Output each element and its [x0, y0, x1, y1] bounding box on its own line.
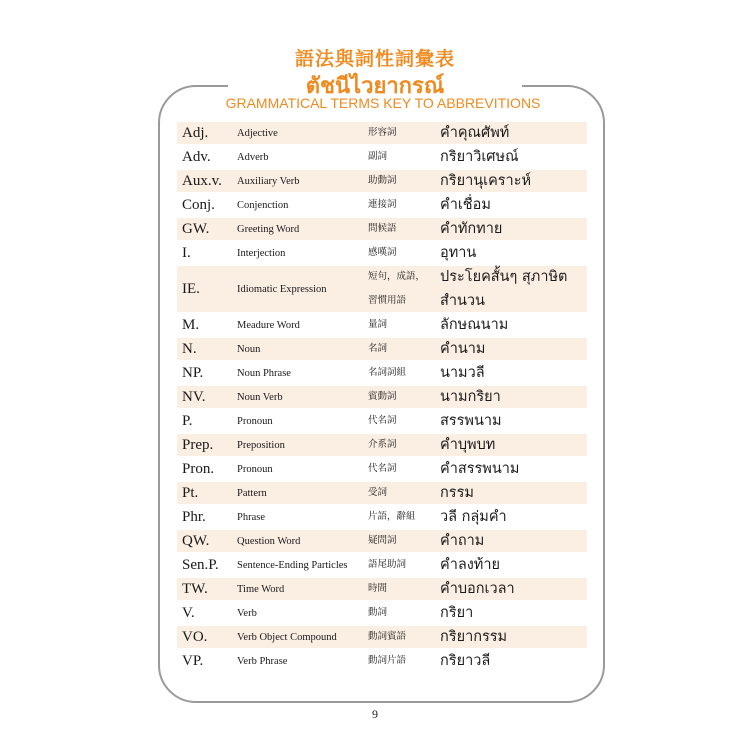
abbreviation-cell: NP.: [182, 364, 204, 381]
abbreviation-cell: Adv.: [182, 148, 211, 165]
abbreviation-cell: I.: [182, 244, 191, 261]
english-term-cell: Question Word: [237, 535, 301, 547]
chinese-term-cell: 賓動詞: [368, 391, 397, 402]
table-row: [177, 314, 587, 336]
thai-term-cell: คำถาม: [440, 533, 485, 549]
chinese-term-cell: 時間: [368, 583, 388, 594]
chinese-term-cell: 問候語: [368, 223, 397, 234]
thai-term-cell: คำทักทาย: [440, 221, 503, 237]
table-row: [177, 170, 587, 192]
abbreviation-cell: Prep.: [182, 436, 214, 453]
table-row: [177, 218, 587, 240]
chinese-term-cell: 代名詞: [368, 463, 397, 474]
thai-term-cell: กรรม: [440, 485, 474, 501]
chinese-term-cell: 動詞賓語: [368, 631, 407, 642]
english-term-cell: Preposition: [237, 439, 285, 451]
chinese-term-cell: 語尾助詞: [368, 559, 407, 570]
thai-term-cell: คำบุพบท: [440, 437, 496, 453]
abbreviation-cell: IE.: [182, 280, 200, 297]
english-term-cell: Time Word: [237, 583, 285, 595]
english-term-cell: Noun Verb: [237, 391, 283, 403]
english-term-cell: Pronoun: [237, 463, 273, 475]
table-row: [177, 410, 587, 432]
chinese-term-cell: 介系詞: [368, 439, 397, 450]
english-term-cell: Conjenction: [237, 199, 289, 211]
thai-term-cell: ลักษณนาม: [440, 317, 509, 333]
abbreviation-cell: NV.: [182, 388, 206, 405]
thai-term-cell: สรรพนาม: [440, 413, 502, 429]
abbreviation-cell: Pron.: [182, 460, 215, 477]
table-row: [177, 554, 587, 576]
abbreviation-cell: Pt.: [182, 484, 199, 501]
thai-term-cell: วลี กลุ่มคำ: [440, 509, 507, 525]
page-number: 9: [372, 707, 378, 721]
abbreviation-cell: Phr.: [182, 508, 206, 525]
abbreviation-cell: Adj.: [182, 124, 209, 141]
table-row: [177, 146, 587, 168]
table-row: [177, 506, 587, 528]
chinese-term-cell: 動詞片語: [368, 655, 407, 666]
chinese-term-cell: 助動詞: [368, 175, 397, 186]
english-term-cell: Phrase: [237, 511, 265, 523]
english-term-cell: Noun Phrase: [237, 367, 291, 379]
thai-term-cell: นามวลี: [440, 365, 485, 381]
chinese-term-cell: 名詞: [368, 343, 388, 354]
english-term-cell: Pronoun: [237, 415, 273, 427]
abbreviation-cell: Sen.P.: [182, 556, 219, 573]
abbreviation-cell: VP.: [182, 652, 204, 669]
abbreviation-cell: Aux.v.: [182, 172, 222, 189]
english-term-cell: Verb Object Compound: [237, 631, 337, 643]
chinese-term-cell: 受詞: [368, 487, 388, 498]
chinese-term-cell: 量詞: [368, 319, 388, 330]
table-row: [177, 386, 587, 408]
table-row: [177, 434, 587, 456]
english-term-cell: Greeting Word: [237, 223, 300, 235]
thai-term-cell: กริยา: [440, 605, 474, 621]
table-row: [177, 242, 587, 264]
chinese-term-cell: 連接詞: [368, 199, 397, 210]
table-row: [177, 362, 587, 384]
english-term-cell: Noun: [237, 343, 261, 355]
english-term-cell: Auxiliary Verb: [237, 175, 300, 187]
abbreviation-cell: V.: [182, 604, 195, 621]
thai-term-cell: คำสรรพนาม: [440, 461, 520, 477]
title-chinese: 語法與詞性詞彙表: [294, 48, 455, 70]
table-row: [177, 530, 587, 552]
chinese-term-cell: 代名詞: [368, 415, 397, 426]
thai-term-cell: กริยากรรม: [440, 629, 508, 645]
abbreviation-cell: Conj.: [182, 196, 215, 213]
table-row: [177, 338, 587, 360]
table-row: [177, 578, 587, 600]
english-term-cell: Pattern: [237, 487, 267, 499]
english-term-cell: Sentence-Ending Particles: [237, 559, 348, 571]
english-term-cell: Meadure Word: [237, 319, 300, 331]
thai-term-cell: คำบอกเวลา: [440, 581, 515, 597]
thai-term-cell: คำคุณศัพท์: [440, 125, 510, 141]
abbreviation-cell: QW.: [182, 532, 210, 549]
thai-term-cell: กริยาวิเศษณ์: [440, 149, 519, 165]
table-row: [177, 122, 587, 144]
table-row: [177, 626, 587, 648]
english-term-cell: Verb: [237, 607, 257, 619]
table-row: [177, 194, 587, 216]
english-term-cell: Adverb: [237, 151, 269, 163]
abbreviation-cell: VO.: [182, 628, 208, 645]
english-term-cell: Idiomatic Expression: [237, 283, 327, 295]
table-row: [177, 266, 587, 312]
abbreviations-table: [177, 122, 587, 674]
chinese-term-cell: 名詞詞組: [368, 367, 407, 378]
thai-term-cell: ประโยคสั้นๆ สุภาษิต สำนวน: [440, 269, 568, 309]
table-row: [177, 602, 587, 624]
thai-term-cell: คำนาม: [440, 341, 486, 357]
chinese-term-cell: 形容詞: [368, 127, 397, 138]
chinese-term-cell: 副詞: [368, 151, 388, 162]
thai-term-cell: กริยาวลี: [440, 653, 491, 669]
abbreviation-cell: M.: [182, 316, 200, 333]
chinese-term-cell: 短句，成語， 習慣用語: [368, 271, 426, 306]
chinese-term-cell: 動詞: [368, 607, 388, 618]
title-thai: ตัชนีไวยากรณ์: [305, 74, 445, 99]
abbreviation-cell: N.: [182, 340, 197, 357]
thai-term-cell: อุทาน: [440, 245, 477, 261]
title-english: GRAMMATICAL TERMS KEY TO ABBREVITIONS: [225, 95, 541, 111]
thai-term-cell: คำลงท้าย: [440, 557, 501, 573]
table-row: [177, 650, 587, 672]
abbreviation-cell: P.: [182, 412, 193, 429]
abbreviation-cell: TW.: [182, 580, 208, 597]
english-term-cell: Interjection: [237, 247, 286, 259]
table-row: [177, 482, 587, 504]
thai-term-cell: นามกริยา: [440, 389, 501, 405]
chinese-term-cell: 片語，辭組: [368, 511, 416, 522]
thai-term-cell: กริยานุเคราะห์: [440, 173, 532, 189]
chinese-term-cell: 感嘆詞: [368, 247, 397, 258]
table-row: [177, 458, 587, 480]
chinese-term-cell: 疑問詞: [368, 535, 397, 546]
thai-term-cell: คำเชื่อม: [440, 197, 491, 213]
abbreviation-cell: GW.: [182, 220, 210, 237]
english-term-cell: Adjective: [237, 127, 278, 139]
english-term-cell: Verb Phrase: [237, 655, 288, 667]
